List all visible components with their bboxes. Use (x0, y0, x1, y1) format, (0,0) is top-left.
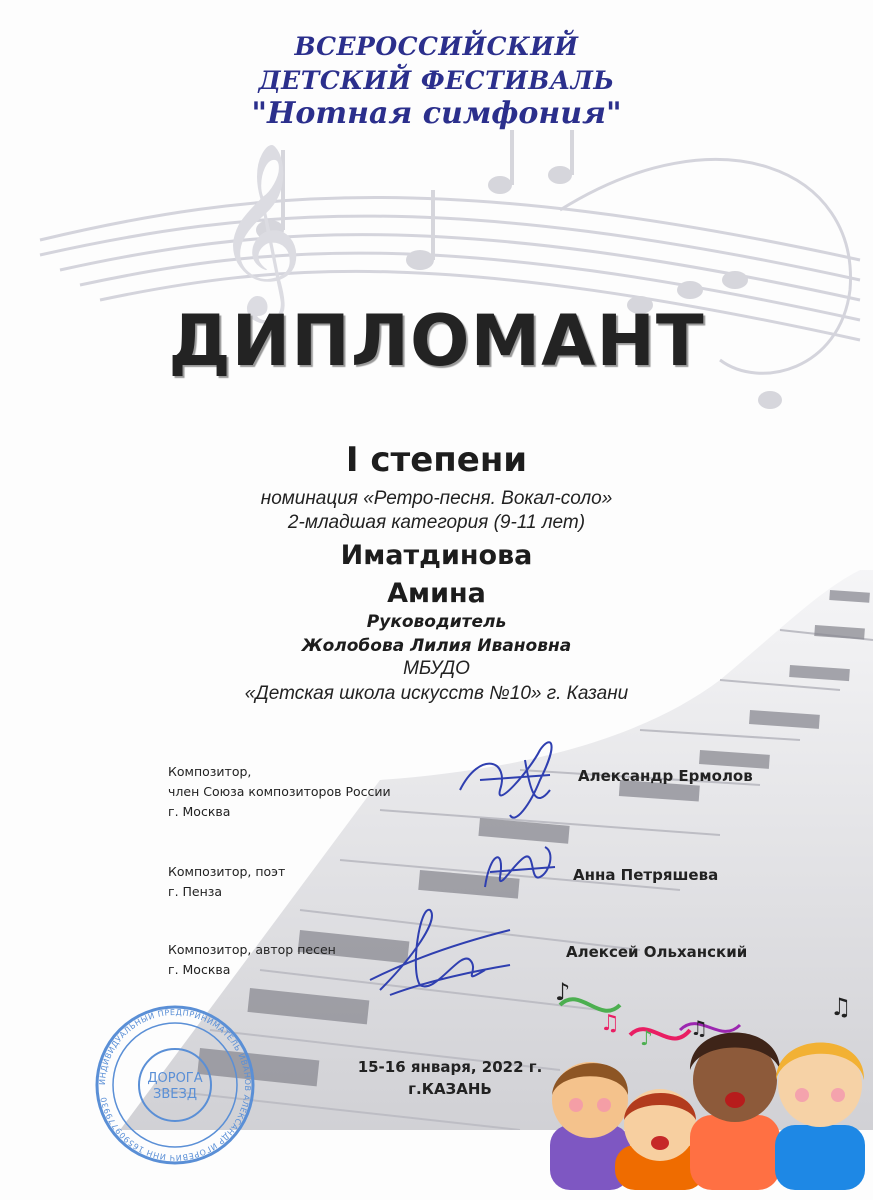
svg-text:♫: ♫ (600, 1011, 620, 1036)
svg-text:♫: ♫ (830, 993, 852, 1021)
svg-text:♫: ♫ (690, 1016, 708, 1040)
child-3 (690, 1033, 780, 1191)
jury-3-role-line: Композитор, автор песен (168, 942, 336, 957)
signature-3 (360, 900, 520, 1010)
participant-name: Амина (387, 578, 486, 609)
festival-line-1: ВСЕРОССИЙСКИЙ (294, 32, 579, 61)
jury-3-role (168, 940, 336, 980)
stamp-center-line-2: ЗВЕЗД (153, 1087, 197, 1102)
jury-3-role-line: г. Москва (168, 962, 231, 977)
svg-text:𝄞: 𝄞 (215, 142, 304, 316)
organization-type: МБУДО (403, 658, 470, 679)
event-city: г.КАЗАНЬ (408, 1080, 492, 1098)
music-notes-decoration (555, 978, 852, 1050)
diploma-degree: I степени (345, 440, 528, 480)
leader-name: Жолобова Лилия Ивановна (301, 636, 572, 656)
participant-surname: Иматдинова (340, 540, 533, 571)
event-dates: 15-16 января, 2022 г. (357, 1058, 543, 1076)
stamp-center-line-1: ДОРОГА (147, 1071, 203, 1086)
jury-2-role (168, 862, 285, 902)
jury-1-role-line: Композитор, (168, 764, 252, 779)
nomination: номинация «Ретро-песня. Вокал-соло» (260, 488, 613, 509)
jury-2-role-line: г. Пенза (168, 884, 223, 899)
jury-1-role-line: член Союза композиторов России (168, 784, 391, 799)
jury-2-name: Анна Петряшева (573, 866, 719, 884)
svg-text:♪: ♪ (555, 978, 571, 1006)
signature-2 (470, 832, 570, 902)
organization-stamp (90, 1000, 260, 1170)
jury-3-name: Алексей Ольханский (566, 943, 748, 961)
signature-1 (440, 730, 580, 830)
jury-1-role (168, 762, 391, 822)
jury-1-role-line: г. Москва (168, 804, 231, 819)
music-staff-decoration (0, 130, 873, 460)
jury-1-name: Александр Ермолов (578, 767, 753, 785)
diploma-title: ДИПЛОМАНТ (168, 300, 705, 382)
organization-name: «Детская школа искусств №10» г. Казани (244, 683, 629, 704)
leader-label: Руководитель (366, 612, 507, 632)
svg-text:♪: ♪ (640, 1026, 653, 1050)
festival-line-2: ДЕТСКИЙ ФЕСТИВАЛЬ (258, 66, 615, 95)
festival-name: "Нотная симфония" (251, 96, 622, 131)
child-4 (775, 1043, 865, 1191)
singing-children-illustration (540, 975, 873, 1190)
jury-2-role-line: Композитор, поэт (168, 864, 286, 879)
category: 2-младшая категория (9-11 лет) (287, 512, 586, 533)
stamp-ring-text: ИНДИВИДУАЛЬНЫЙ ПРЕДПРИНИМАТЕЛЬ ИВАНОВ АЛЕКСАНДР ИГОРЕВИЧ ИНН 165909779930 (97, 1007, 253, 1163)
